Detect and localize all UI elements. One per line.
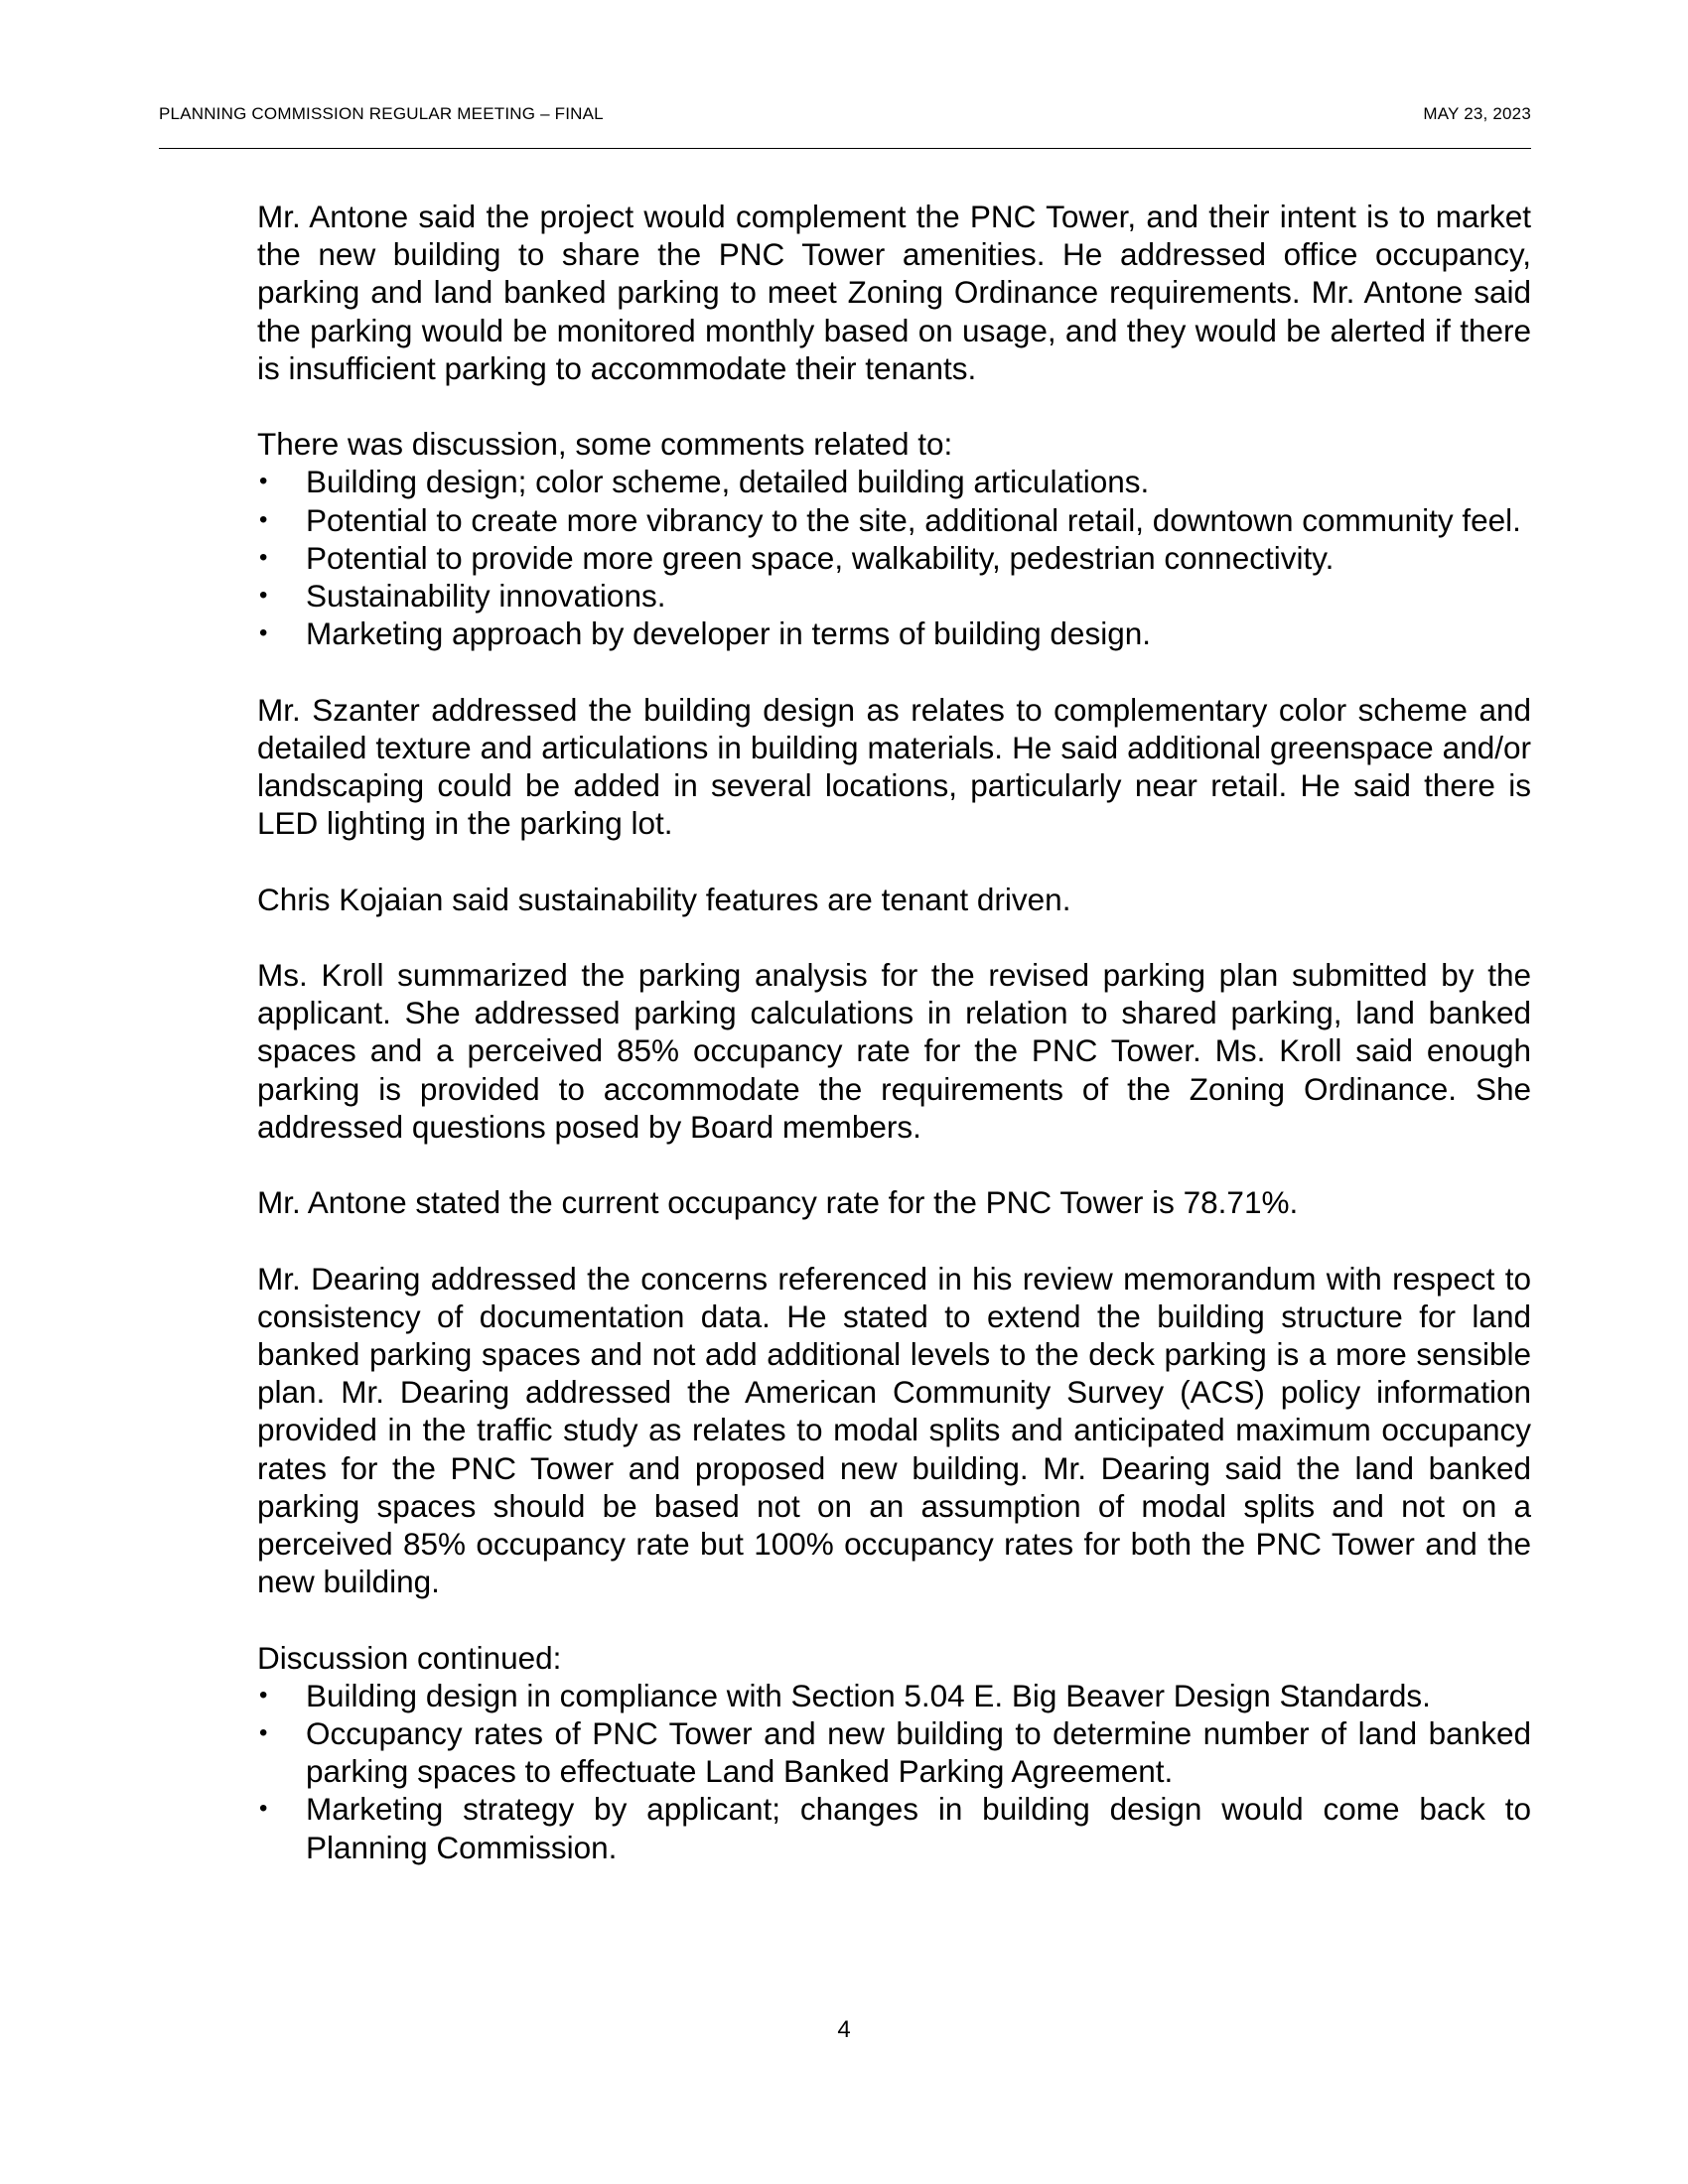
list-item (257, 539, 1531, 577)
list-item-text: Building design; color scheme, detailed building articulations. (306, 464, 1150, 500)
bullet-icon: • (259, 505, 268, 533)
bullet-icon: • (259, 543, 268, 571)
list-item (257, 1790, 1531, 1865)
list-item (257, 614, 1531, 652)
list-item (257, 463, 1531, 500)
header-date: MAY 23, 2023 (1423, 104, 1531, 123)
list-item (257, 501, 1531, 539)
bullet-icon: • (259, 468, 268, 495)
paragraph-antone-occupancy: Mr. Antone stated the current occupancy rate for the PNC Tower is 78.71%. (257, 1184, 1299, 1221)
list-item-text: Marketing strategy by applicant; changes in building design would come back to Planning Commission. (306, 1791, 1531, 1865)
discussion-bullet-list (257, 463, 1531, 652)
bullet-icon: • (259, 619, 268, 647)
paragraph-szanter: Mr. Szanter addressed the building design as relates to complementary color scheme and detailed texture and articulations in building materials. He said additional greenspace and/or landscaping could be added in several locations, particularly near retail. He said there is LED lighting in the parking lot. (257, 691, 1531, 842)
list-item (257, 1677, 1531, 1714)
page-header (159, 101, 1531, 127)
paragraph-antone-project: Mr. Antone said the project would complement the PNC Tower, and their intent is to market the new building to share the PNC Tower amenities. He addressed office occupancy, parking and land banked parking to meet Zoning Ordinance requirements. Mr. Antone said the parking would be monitored monthly based on usage, and they would be alerted if there is insufficient parking to accommodate their tenants. (257, 199, 1531, 386)
bullet-icon: • (259, 1681, 268, 1708)
list-item-text: Potential to create more vibrancy to the site, additional retail, downtown community feel. (306, 501, 1521, 538)
list-item (257, 1714, 1531, 1790)
paragraph-kojaian: Chris Kojaian said sustainability features are tenant driven. (257, 881, 1071, 917)
list-item-text: Building design in compliance with Section 5.04 E. Big Beaver Design Standards. (306, 1677, 1431, 1713)
bullet-icon: • (259, 1719, 268, 1747)
bullet-icon: • (259, 1795, 268, 1823)
page-number: 4 (837, 2016, 851, 2043)
continued-bullet-list (257, 1677, 1531, 1866)
header-meeting-title: PLANNING COMMISSION REGULAR MEETING – FINAL (159, 104, 604, 123)
document-body (257, 198, 1531, 1904)
list-item (257, 577, 1531, 614)
header-divider (159, 148, 1531, 149)
paragraph-dearing: Mr. Dearing addressed the concerns referenced in his review memorandum with respect to consistency of documentation data. He stated to extend the building structure for land banked parking spaces and not add additional levels to the deck parking is a more sensible plan. Mr. Dearing addressed the American Community Survey (ACS) policy information provided in the traffic study as relates to modal splits and anticipated maximum occupancy rates for the PNC Tower and proposed new building. Mr. Dearing said the land banked parking spaces should be based not on an assumption of modal splits and not on a perceived 85% occupancy rate but 100% occupancy rates for both the PNC Tower and the new building. (257, 1260, 1531, 1600)
list-item-text: Sustainability innovations. (306, 578, 666, 614)
paragraph-kroll: Ms. Kroll summarized the parking analysis for the revised parking plan submitted by the applicant. She addressed parking calculations in relation to shared parking, land banked spaces and a perceived 85% occupancy rate for the PNC Tower. Ms. Kroll said enough parking is provided to accommodate the requirements of the Zoning Ordinance. She addressed questions posed by Board members. (257, 957, 1531, 1145)
paragraph-discussion-continued: Discussion continued: (257, 1639, 562, 1676)
bullet-icon: • (259, 582, 268, 610)
paragraph-discussion-intro: There was discussion, some comments related to: (257, 426, 953, 463)
list-item-text: Potential to provide more green space, walkability, pedestrian connectivity. (306, 539, 1335, 576)
list-item-text: Marketing approach by developer in terms of building design. (306, 615, 1151, 652)
list-item-text: Occupancy rates of PNC Tower and new building to determine number of land banked parking spaces to effectuate Land Banked Parking Agreement. (306, 1715, 1531, 1790)
